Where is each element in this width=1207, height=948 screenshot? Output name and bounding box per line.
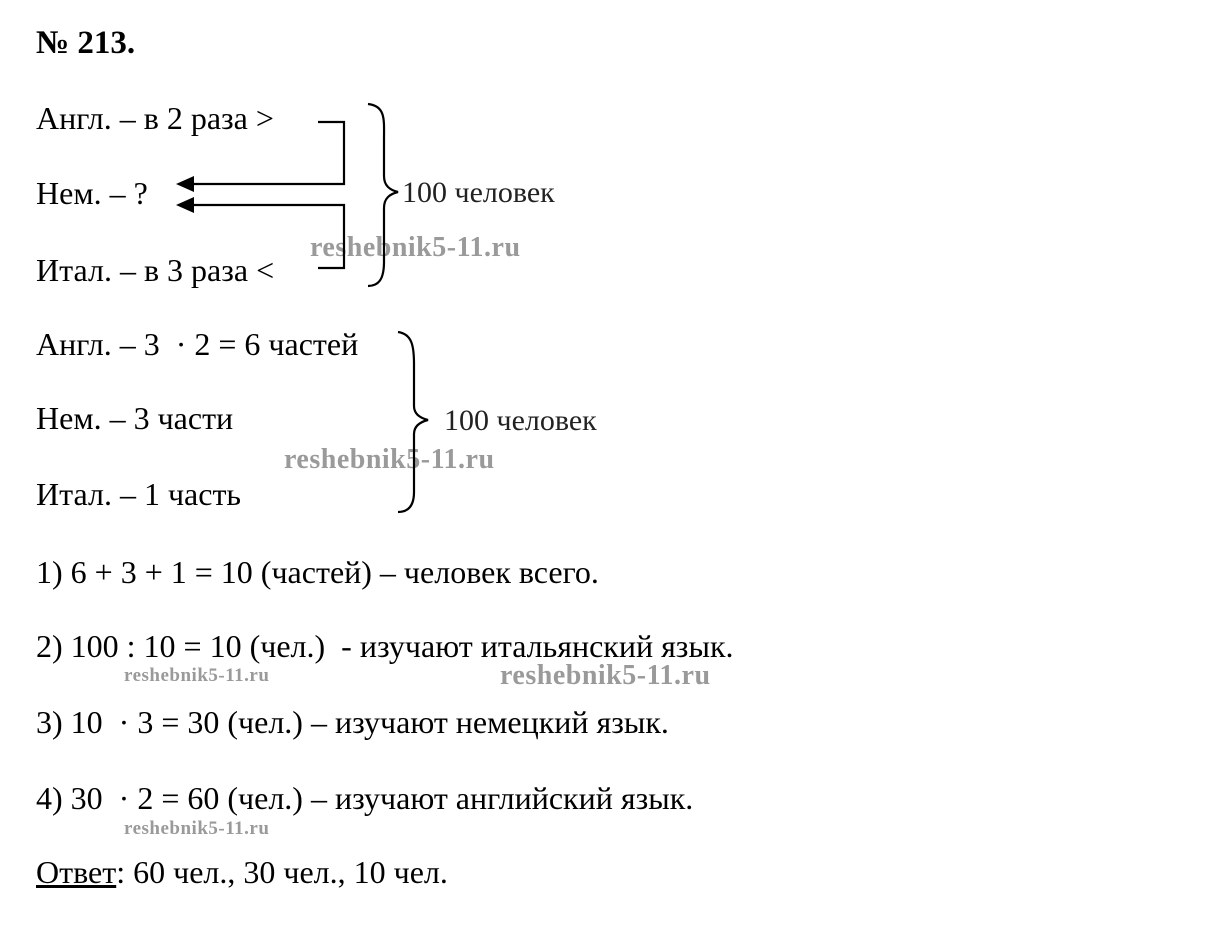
arrowhead-german-lower bbox=[176, 197, 194, 213]
parts-line-italian: Итал. – 1 часть bbox=[36, 476, 242, 512]
parts-brace bbox=[398, 332, 428, 512]
parts-total-label: 100 человек bbox=[444, 404, 597, 437]
step-4: 4) 30 · 2 = 60 (чел.) – изучают английский язык. bbox=[36, 780, 694, 816]
parts-line-english: Англ. – 3 · 2 = 6 частей bbox=[36, 326, 359, 362]
scheme-line-italian: Итал. – в 3 раза < bbox=[36, 252, 275, 288]
watermark: reshebnik5-11.ru bbox=[310, 232, 521, 263]
watermark: reshebnik5-11.ru bbox=[500, 660, 711, 691]
step-3: 3) 10 · 3 = 30 (чел.) – изучают немецкий язык. bbox=[36, 704, 669, 740]
arrow-italian-to-german bbox=[192, 205, 344, 268]
answer-text: : 60 чел., 30 чел., 10 чел. bbox=[116, 854, 448, 890]
scheme-total-label: 100 человек bbox=[402, 176, 555, 209]
watermark: reshebnik5-11.ru bbox=[124, 818, 270, 839]
scheme-brace bbox=[368, 104, 398, 286]
watermark: reshebnik5-11.ru bbox=[124, 665, 270, 686]
parts-line-german: Нем. – 3 части bbox=[36, 400, 234, 436]
scheme-line-english: Англ. – в 2 раза > bbox=[36, 100, 274, 136]
step-2: 2) 100 : 10 = 10 (чел.) - изучают итальянский язык. bbox=[36, 628, 734, 664]
answer-label: Ответ bbox=[36, 854, 117, 890]
watermark: reshebnik5-11.ru bbox=[284, 444, 495, 475]
arrowhead-german-upper bbox=[176, 176, 194, 192]
step-1: 1) 6 + 3 + 1 = 10 (частей) – человек всего. bbox=[36, 554, 599, 590]
arrow-english-to-german bbox=[192, 122, 344, 184]
problem-number: № 213. bbox=[36, 25, 136, 61]
scheme-line-german: Нем. – ? bbox=[36, 175, 148, 211]
